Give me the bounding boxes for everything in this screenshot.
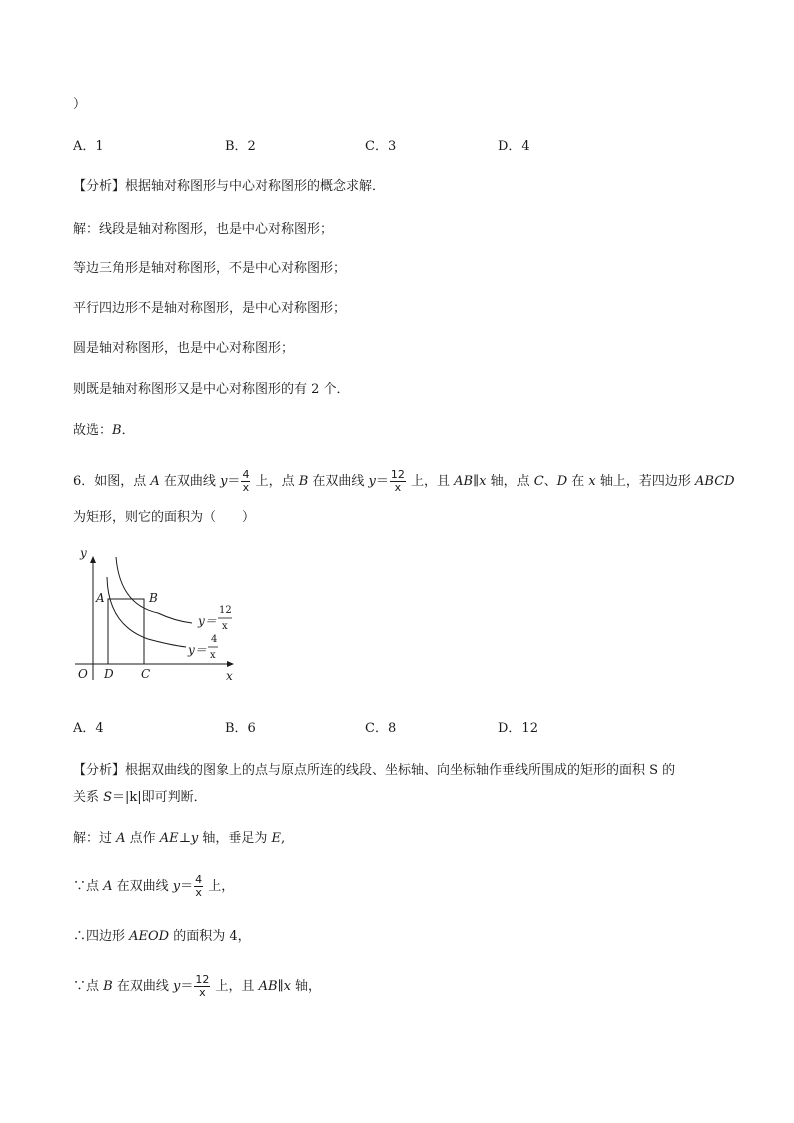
closing-paren: ） [73, 97, 87, 112]
origin-label: O [78, 667, 88, 681]
solution-line: ∴四边形 AEOD 的面积为 4， [73, 929, 251, 944]
option-c: C．8 [365, 721, 397, 736]
option-d: D．4 [498, 139, 530, 154]
curve-12-num: 12 [219, 605, 232, 616]
analysis-text: 【分析】根据双曲线的图象上的点与原点所连的线段、坐标轴、向坐标轴作垂线所围成的矩形的面积 S 的 [73, 763, 676, 778]
option-a: A．1 [73, 139, 104, 154]
hyperbola-figure [70, 545, 245, 685]
solution-line: 圆是轴对称图形，也是中心对称图形； [73, 341, 295, 356]
curve-12-over-x [116, 557, 192, 623]
point-a-label: A [96, 591, 105, 605]
point-b-label: B [149, 591, 158, 605]
question-6-line-1: 6．如图，点 A 在双曲线 y＝ $\frac{4}{x}$ 上，点 B 在双曲线 y＝ $\frac{12}{x}$ 上，且 AB∥x 轴，点 C、D 在 x 轴上，若四边形 ABCD [73, 468, 735, 494]
curve-4-eq: y＝ [188, 643, 207, 657]
curve-4-den: x [210, 650, 216, 661]
analysis-text: 【分析】根据轴对称图形与中心对称图形的概念求解． [73, 179, 386, 194]
fraction: $\frac{12}{x}$ [195, 973, 210, 999]
analysis-text: 关系 S＝|k|即可判断． [73, 790, 207, 805]
point-c-label: C [141, 667, 151, 681]
point-d-label: D [104, 667, 114, 681]
solution-line: ∵点 B 在双曲线 y＝ $\frac{12}{x}$ 上，且 AB∥x 轴， [73, 973, 322, 999]
curve-4-over-x [107, 577, 186, 647]
solution-line: 解：线段是轴对称图形，也是中心对称图形； [73, 222, 334, 237]
option-b: B．6 [225, 721, 256, 736]
fraction: $\frac{4}{x}$ [195, 873, 203, 899]
fraction: $\frac{4}{x}$ [242, 468, 250, 494]
option-a: A．4 [73, 721, 104, 736]
x-axis-label: x [226, 669, 233, 683]
solution-line: 平行四边形不是轴对称图形，是中心对称图形； [73, 301, 347, 316]
y-axis-label: y [80, 546, 87, 560]
curve-4-num: 4 [211, 634, 218, 645]
curve-12-den: x [222, 621, 228, 632]
solution-line: 解：过 A 点作 AE⊥y 轴，垂足为 E, [73, 831, 286, 846]
fraction: $\frac{12}{x}$ [390, 468, 405, 494]
solution-line: 则既是轴对称图形又是中心对称图形的有 2 个． [73, 382, 350, 397]
curve-12-eq: y＝ [198, 614, 217, 628]
option-c: C．3 [365, 139, 397, 154]
answer-line: 故选：B． [73, 423, 135, 438]
solution-line: 等边三角形是轴对称图形，不是中心对称图形； [73, 261, 347, 276]
question-6-line-2: 为矩形，则它的面积为（ ） [73, 510, 256, 525]
option-b: B．2 [225, 139, 256, 154]
option-d: D．12 [498, 721, 538, 736]
solution-line: ∵点 A 在双曲线 y＝ $\frac{4}{x}$ 上， [73, 873, 235, 899]
